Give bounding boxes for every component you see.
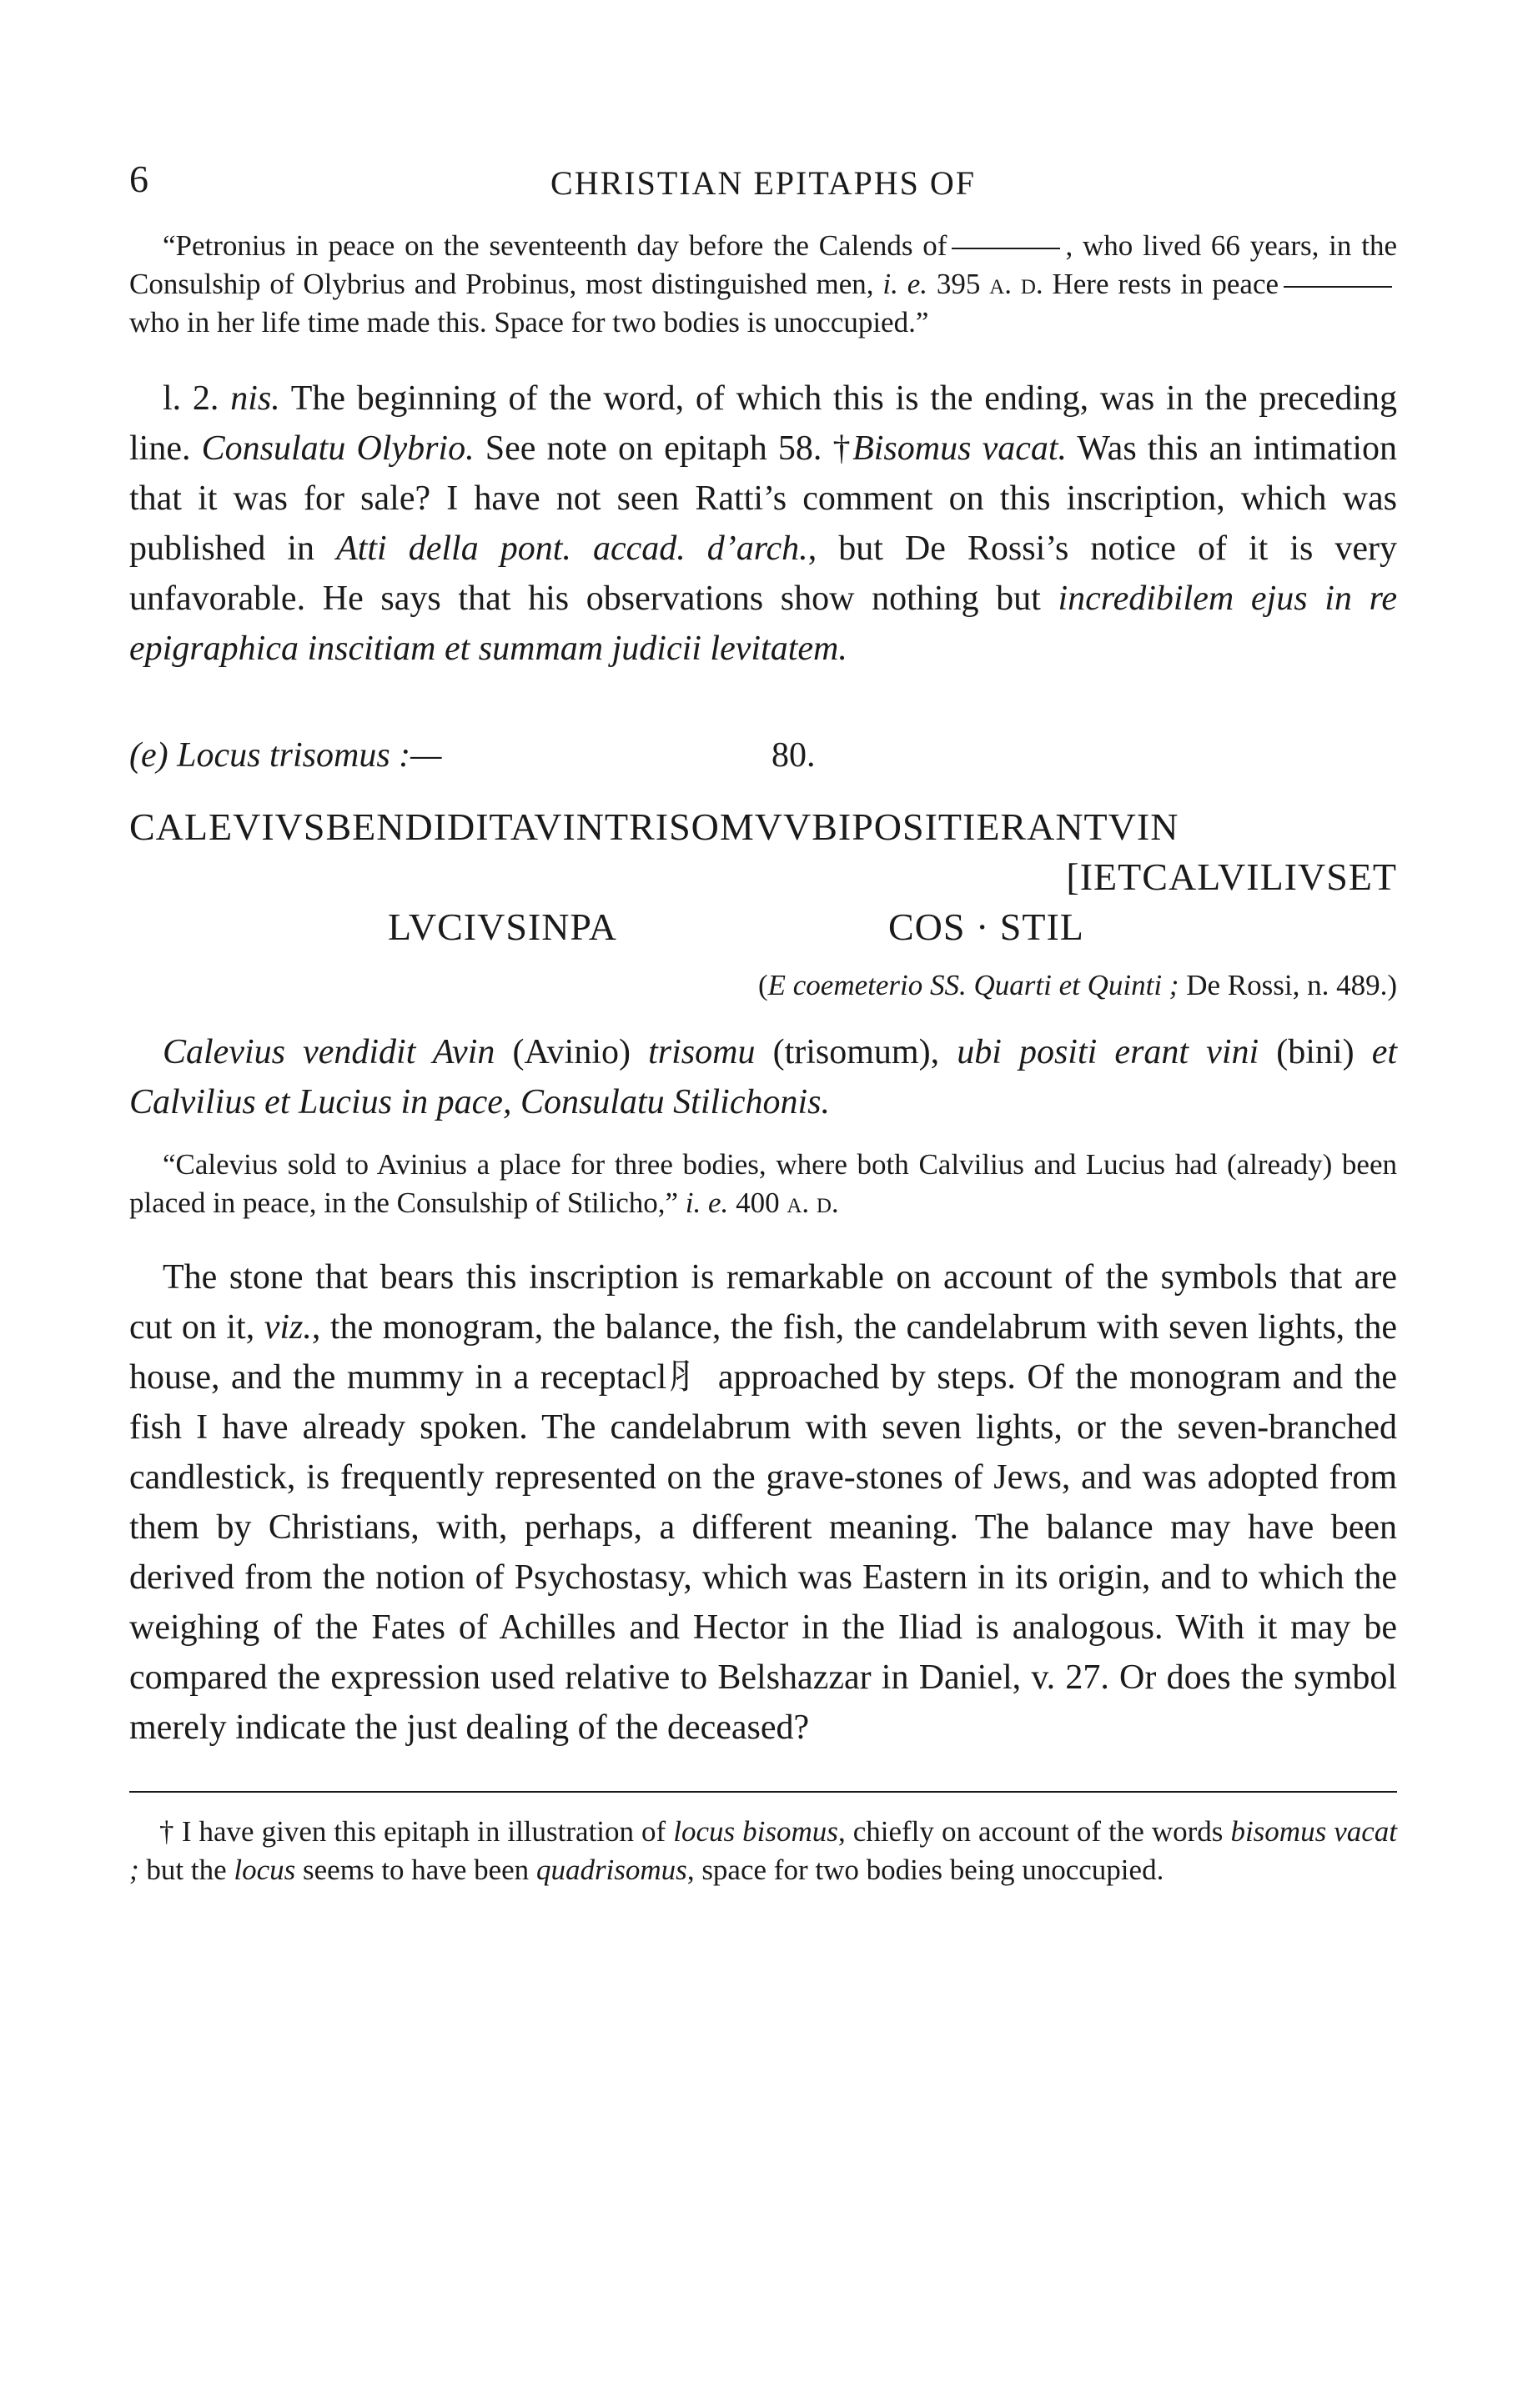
page-number: 6 [129,158,150,200]
book-page [129,150,1397,1889]
footnote-rule [129,1791,1397,1793]
blank-dash [952,248,1060,249]
inscription-line-3 [129,902,1397,952]
page-header [129,150,1397,208]
inscription-line-2: [IETCALVILIVSET [1066,855,1397,898]
inscription-line-1: CALEVIVSBENDIDITAVINTRISOMVVBIPOSITIERANTVIN [129,805,1179,848]
translation-epitaph-80: “Calevius sold to Avinius a place for three bodies, where both Calvilius and Lucius had (already) been placed in peace, in the Consulship of Stilicho,” i. e. 400 a. d. [129,1148,1397,1219]
epitaph-number: 80. [772,736,816,775]
inscription-source: (E coemeterio SS. Quarti et Quinti ; De Rossi, n. 489.) [757,969,1397,1001]
running-title: CHRISTIAN EPITAPHS OF [550,164,976,202]
latin-reading: Calevius vendidit Avin (Avinio) trisomu (trisomum), ubi positi erant vini (bini) et Calvilius et Lucius in pace, Consulatu Stilichonis. [129,1033,1398,1121]
notes-epitaph-79: l. 2. nis. The beginning of the word, of which this is the ending, was in the preceding line. Consulatu Olybrio. See note on epitaph 58. †Bisomus vacat. Was this an intimation that it was for sale? I have not seen Ratti’s comment on this inscription, which was published in Atti della pont. accad. d’arch., but De Rossi’s notice of it is very unfavorable. He says that his observations show nothing but incredibilem ejus in re epigraphica inscitiam et summam judicii levitatem. [129,379,1398,668]
section-label: (e) Locus trisomus :— [129,736,442,775]
inscription-line-3-right: COS · STIL [888,906,1084,948]
footnote: † I have given this epitaph in illustration of locus bisomus, chiefly on account of the words bisomus vacat ; but the locus seems to have been quadrisomus, space for two bodies being unoccupied. [129,1815,1398,1886]
translation-epitaph-79: “Petronius in peace on the seventeenth day before the Calends of , who lived 66 years, in the Consulship of Olybrius and Probinus, most distinguished men, i. e. 395 a. d. Here rests in peacewho in her life time made this. Space for two bodies is unoccupied.” [129,229,1397,339]
inscription-line-3-left: LVCIVSINPA [388,906,618,948]
section-heading [129,735,1397,790]
discussion-paragraph: The stone that bears this inscription is remarkable on account of the symbols that are cut on it, viz., the monogram, the balance, the fish, the candelabrum with seven lights, the house, and the mummy in a receptacl⺼ approached by steps. Of the monogram and the fish I have already spoken. The candelabrum with seven lights, or the seven-branched candlestick, is frequently represented on the grave-stones of Jews, and was adopted from them by Christians, with, perhaps, a different meaning. The balance may have been derived from the notion of Psychostasy, which was Eastern in its origin, and to which the weighing of the Fates of Achilles and Hector in the Iliad is analogous. With it may be compared the expression used relative to Belshazzar in Daniel, v. 27. Or does the symbol merely indicate the just dealing of the deceased? [129,1258,1397,1747]
blank-dash [1284,286,1392,288]
